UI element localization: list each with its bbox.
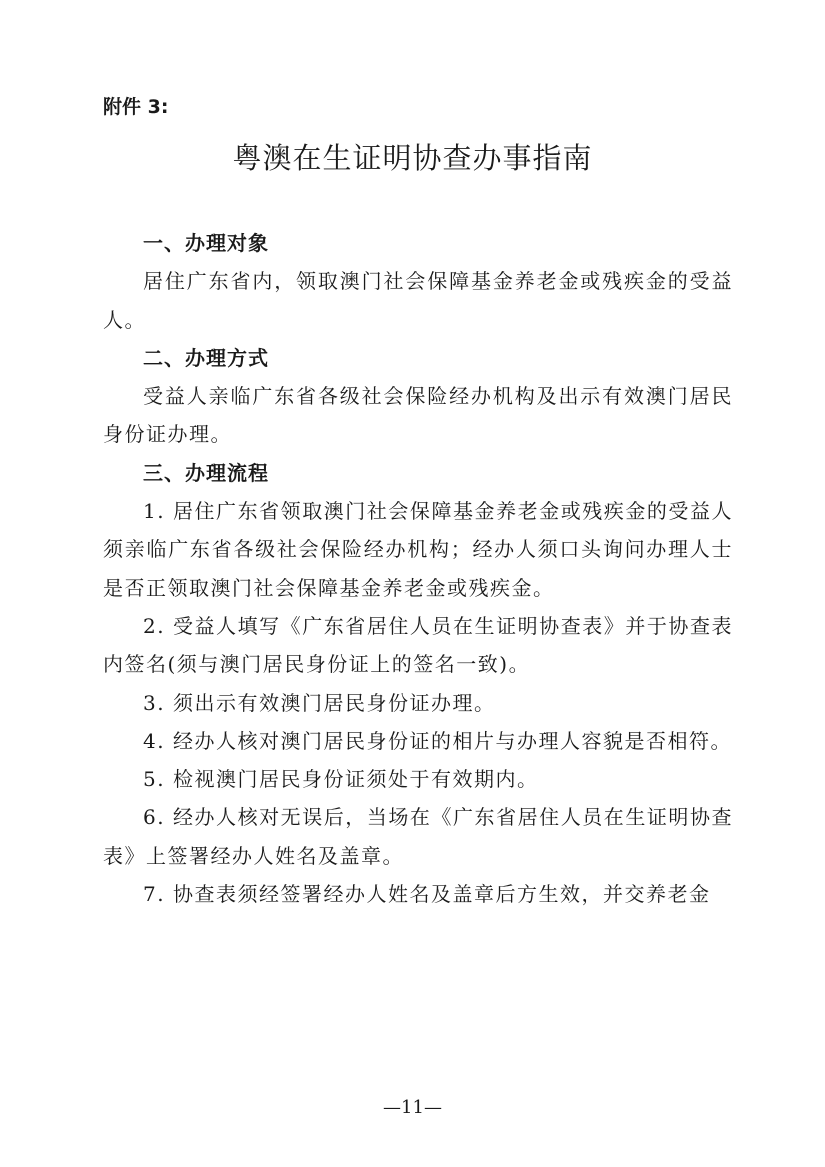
page-number: —11— (383, 1097, 442, 1118)
section-heading: 一、办理对象 (143, 231, 269, 255)
paragraph: 居住广东省内，领取澳门社会保障基金养老金或残疾金的受益人。 (103, 269, 733, 332)
page-title: 粤澳在生证明协查办事指南 (232, 141, 593, 175)
paragraph: 4. 经办人核对澳门居民身份证的相片与办理人容貌是否相符。 (143, 728, 732, 753)
attachment-label: 附件 3: (103, 96, 169, 118)
section-heading: 二、办理方式 (143, 345, 269, 370)
paragraph: 7. 协查表须经签署经办人姓名及盖章后方生效，并交养老金 (143, 882, 711, 907)
paragraph: 5. 检视澳门居民身份证须处于有效期内。 (143, 767, 539, 792)
document-body (103, 224, 733, 913)
paragraph: 受益人亲临广东省各级社会保险经办机构及出示有效澳门居民身份证办理。 (103, 384, 733, 447)
section-heading: 三、办理流程 (143, 460, 269, 485)
paragraph: 2. 受益人填写《广东省居住人员在生证明协查表》并于协查表内签名(须与澳门居民身份证上的签名一致)。 (103, 613, 733, 677)
paragraph: 3. 须出示有效澳门居民身份证办理。 (143, 690, 496, 715)
paragraph: 1. 居住广东省领取澳门社会保障基金养老金或残疾金的受益人须亲临广东省各级社会保险经办机构；经办人须口头询问办理人士是否正领取澳门社会保障基金养老金或残疾金。 (103, 499, 733, 600)
paragraph: 6. 经办人核对无误后，当场在《广东省居住人员在生证明协查表》上签署经办人姓名及盖章。 (103, 805, 733, 868)
